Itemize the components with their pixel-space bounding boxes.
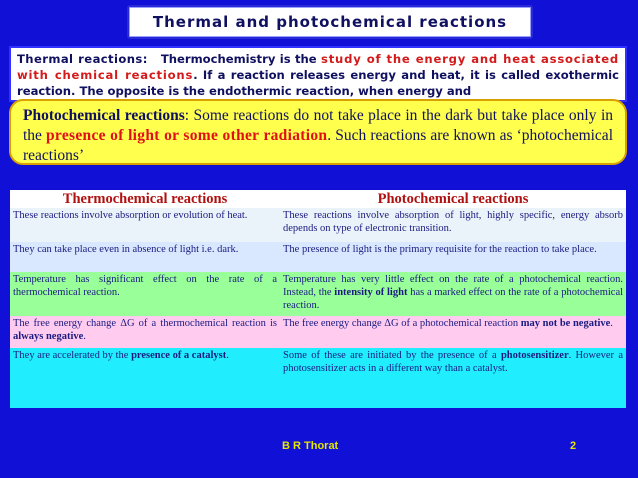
thermal-lead: Thermochemistry is the [160, 52, 317, 66]
cell-text: has a marked effect on the rate of a photochemical reaction. [283, 287, 624, 311]
table-row [10, 316, 626, 348]
table-cell-right [280, 348, 626, 408]
cell-text: . However a photosensitizer acts in a different way than a catalyst. [283, 350, 623, 374]
cell-bold-text: may not be negative [520, 318, 611, 329]
table-row [10, 242, 626, 272]
cell-text: Temperature has very little effect on the rate of a photochemical reaction. Instead, the [283, 274, 623, 298]
thermal-highlight: study of the energy and heat associated with chemical reactions [17, 52, 619, 82]
cell-text: They are accelerated by the [13, 350, 129, 361]
table-cell-right: These reactions involve absorption of light, highly specific, energy absorb depends on type of electronic transition. [280, 208, 626, 242]
cell-bold-text: always negative [13, 331, 84, 342]
table-cell-left [10, 348, 280, 408]
cell-text: . [226, 350, 229, 361]
thermal-rest: . If a reaction releases energy and heat, it is called exothermic reaction. The opposite is the endothermic reaction, when energy and [17, 68, 619, 98]
cell-text: The free energy change ΔG of a thermochemical reaction is [13, 318, 277, 329]
thermal-reactions-box [9, 46, 627, 102]
footer-page-number: 2 [570, 440, 577, 452]
photo-label: Photochemical reactions [23, 107, 185, 124]
footer-author: B R Thorat [282, 440, 339, 452]
table-cell-left: They can take place even in absence of light i.e. dark. [10, 242, 280, 272]
table-header-row [10, 190, 626, 208]
thermal-label: Thermal reactions: [17, 52, 148, 66]
cell-text: . [83, 331, 86, 342]
photo-text-1: : Some reactions do not take place in the dark but take place only in the [23, 107, 614, 144]
cell-text: . [610, 318, 613, 329]
photo-highlight: presence of light or some other radiation [46, 127, 328, 144]
table-cell-right [280, 316, 626, 348]
header-photochemical: Photochemical reactions [280, 190, 626, 208]
table-row [10, 348, 626, 408]
slide-title-box [127, 5, 533, 39]
table-cell-left: Temperature has significant effect on the rate of a thermochemical reaction. [10, 272, 280, 316]
photo-text-2: . Such reactions are known as ‘photochemical reactions’ [23, 127, 613, 164]
cell-text: The free energy change ΔG of a photochemical reaction [283, 318, 519, 329]
slide-title: Thermal and photochemical reactions [152, 13, 508, 31]
table-row [10, 272, 626, 316]
table-cell-left: These reactions involve absorption or evolution of heat. [10, 208, 280, 242]
table-cell-right: The presence of light is the primary requisite for the reaction to take place. [280, 242, 626, 272]
cell-text: Some of these are initiated by the presence of a [283, 350, 497, 361]
table-cell-left [10, 316, 280, 348]
cell-bold-text: presence of a catalyst [131, 350, 227, 361]
cell-bold-text: photosensitizer [500, 350, 569, 361]
comparison-table [10, 190, 626, 408]
table-cell-right [280, 272, 626, 316]
table-row [10, 208, 626, 242]
cell-bold-text: intensity of light [334, 287, 408, 298]
photochemical-reactions-box [9, 99, 627, 165]
header-thermochemical: Thermochemical reactions [10, 190, 280, 208]
